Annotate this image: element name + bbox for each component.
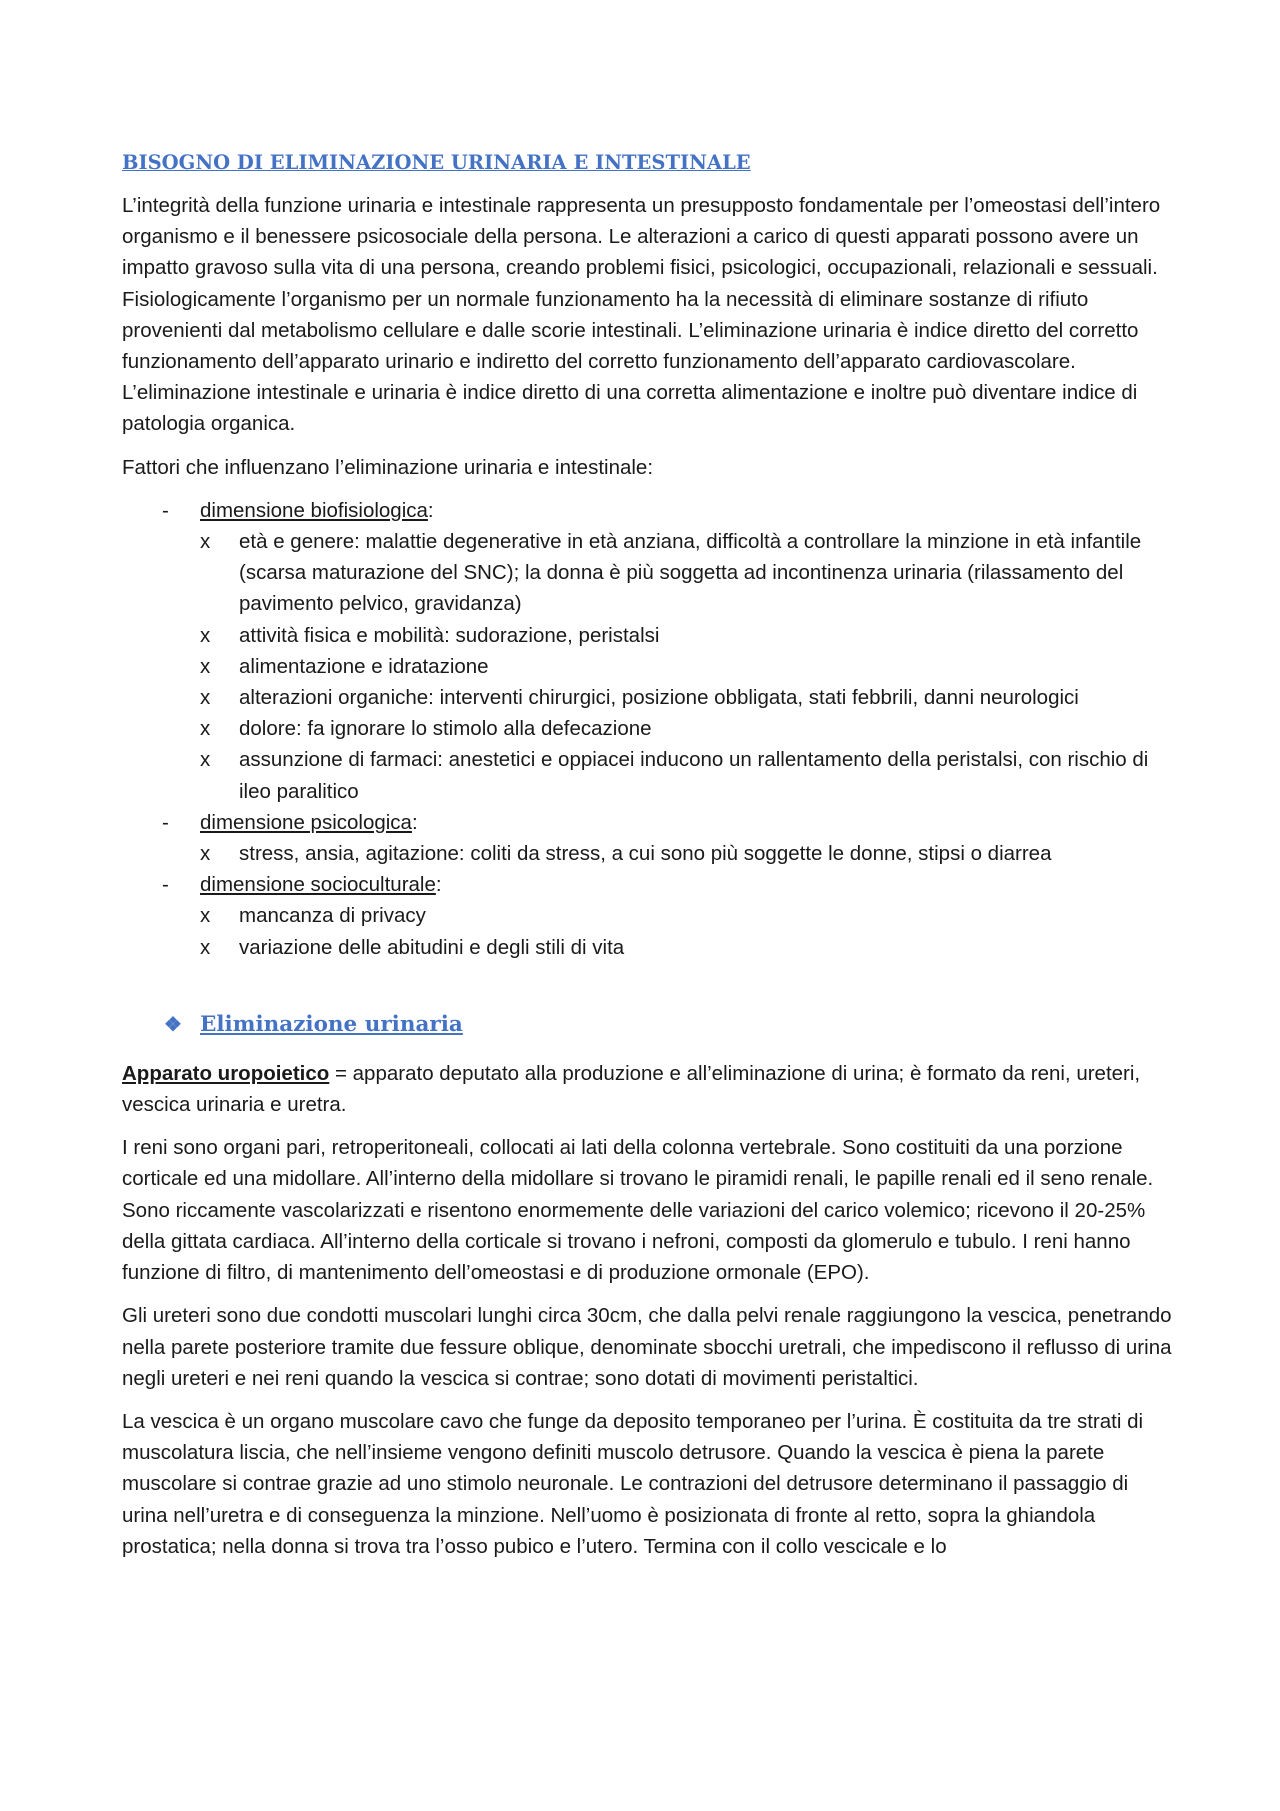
factor-text: stress, ansia, agitazione: coliti da stress, a cui sono più soggette le donne, stipsi o diarrea [239, 842, 1052, 866]
x-bullet: x [200, 530, 211, 554]
factor-text: alterazioni organiche: interventi chirurgici, posizione obbligata, stati febbrili, danni neurologici [239, 686, 1079, 710]
factor-item [122, 932, 1172, 963]
factor-item [122, 526, 1172, 620]
dimension-label: dimensione biofisiologica [200, 498, 428, 522]
x-bullet: x [200, 842, 211, 866]
factor-text: età e genere: malattie degenerative in età anziana, difficoltà a controllare la minzione in età infantile (scarsa maturazione del SNC); la donna è più soggetta ad incontinenza urinaria (rilassamento del pavimento pelvico, gravidanza) [239, 530, 1142, 616]
x-bullet: x [200, 904, 211, 928]
factor-text: assunzione di farmaci: anestetici e oppiacei inducono un rallentamento della peristalsi, con rischio di ileo paralitico [239, 748, 1149, 803]
factor-item [122, 744, 1172, 806]
apparato-term: Apparato uropoietico [122, 1061, 330, 1085]
ureteri-paragraph: Gli ureteri sono due condotti muscolari lunghi circa 30cm, che dalla pelvi renale raggiungono la vescica, penetrando nella parete posteriore tramite due fessure oblique, denominate sbocchi uretrali, che impediscono il reflusso di urina negli ureteri e nei reni quando la vescica si contrae; sono dotati di movimenti peristaltici. [122, 1304, 1172, 1390]
factor-item [122, 838, 1172, 869]
x-bullet: x [200, 623, 211, 647]
dimension-item [122, 807, 1172, 838]
dash-bullet: - [162, 873, 169, 897]
colon: : [435, 873, 442, 897]
factor-item [122, 620, 1172, 651]
colon: : [411, 810, 418, 834]
reni-paragraph: I reni sono organi pari, retroperitoneali, collocati ai lati della colonna vertebrale. Sono costituiti da una porzione corticale ed una midollare. All’interno della midollare si trovano le piramidi renali, le papille renali ed il seno renale. Sono riccamente vascolarizzati e risentono enormemente delle variazioni del carico volemico; ricevono il 20-25% della gittata cardiaca. All’interno della corticale si trovano i nefroni, composti da glomerulo e tubulo. I reni hanno funzione di filtro, di mantenimento dell’omeostasi e di produzione ormonale (EPO). [122, 1136, 1154, 1285]
x-bullet: x [200, 935, 211, 959]
factor-item [122, 713, 1172, 744]
factor-item [122, 900, 1172, 931]
factor-item [122, 651, 1172, 682]
dash-bullet: - [162, 810, 169, 834]
x-bullet: x [200, 686, 211, 710]
x-bullet: x [200, 748, 211, 772]
section-heading [122, 1009, 1172, 1040]
apparato-paragraph [122, 1058, 1172, 1120]
dimension-item [122, 869, 1172, 900]
x-bullet: x [200, 717, 211, 741]
factors-list [122, 495, 1172, 963]
factor-text: dolore: fa ignorare lo stimolo alla defecazione [239, 717, 652, 741]
intro-paragraph: L’integrità della funzione urinaria e intestinale rappresenta un presupposto fondamentale per l’omeostasi dell’intero organismo e il benessere psicosociale della persona. Le alterazioni a carico di questi apparati possono avere un impatto gravoso sulla vita di una persona, creando problemi fisici, psicologici, occupazionali, relazionali e sessuali. Fisiologicamente l’organismo per un normale funzionamento ha la necessità di eliminare sostanze di rifiuto provenienti dal metabolismo cellulare e dalle scorie intestinali. L’eliminazione urinaria è indice diretto del corretto funzionamento dell’apparato urinario e indiretto del corretto funzionamento dell’apparato cardiovascolare. L’eliminazione intestinale e urinaria è indice diretto di una corretta alimentazione e inoltre può diventare indice di patologia organica. [122, 194, 1161, 436]
apparato-definition: = apparato deputato alla produzione e all’eliminazione di urina; è formato da reni, ureteri, vescica urinaria e uretra. [122, 1061, 1141, 1117]
factor-text: attività fisica e mobilità: sudorazione, peristalsi [239, 623, 660, 647]
diamond-bullet-icon: ❖ [164, 1011, 182, 1036]
section-heading-text: Eliminazione urinaria [200, 1011, 463, 1037]
vescica-paragraph: La vescica è un organo muscolare cavo che funge da deposito temporaneo per l’urina. È costituita da tre strati di muscolatura liscia, che nell’insieme vengono definiti muscolo detrusore. Quando la vescica è piena la parete muscolare si contrae grazie ad uno stimolo neuronale. Le contrazioni del detrusore determinano il passaggio di urina nell’uretra e di conseguenza la minzione. Nell’uomo è posizionata di fronte al retto, sopra la ghiandola prostatica; nella donna si trova tra l’osso pubico e l’utero. Termina con il collo vescicale e lo [122, 1409, 1144, 1558]
factor-text: alimentazione e idratazione [239, 654, 489, 678]
factor-item [122, 682, 1172, 713]
dash-bullet: - [162, 498, 169, 522]
document-page [122, 150, 1172, 1574]
factor-text: variazione delle abitudini e degli stili di vita [239, 935, 625, 959]
document-title: BISOGNO DI ELIMINAZIONE URINARIA E INTESTINALE [122, 151, 751, 174]
factor-text: mancanza di privacy [239, 904, 426, 928]
dimension-item [122, 495, 1172, 526]
factors-intro: Fattori che influenzano l’eliminazione urinaria e intestinale: [122, 455, 654, 479]
colon: : [427, 498, 434, 522]
x-bullet: x [200, 654, 211, 678]
dimension-label: dimensione psicologica [200, 810, 412, 834]
dimension-label: dimensione socioculturale [200, 873, 436, 897]
